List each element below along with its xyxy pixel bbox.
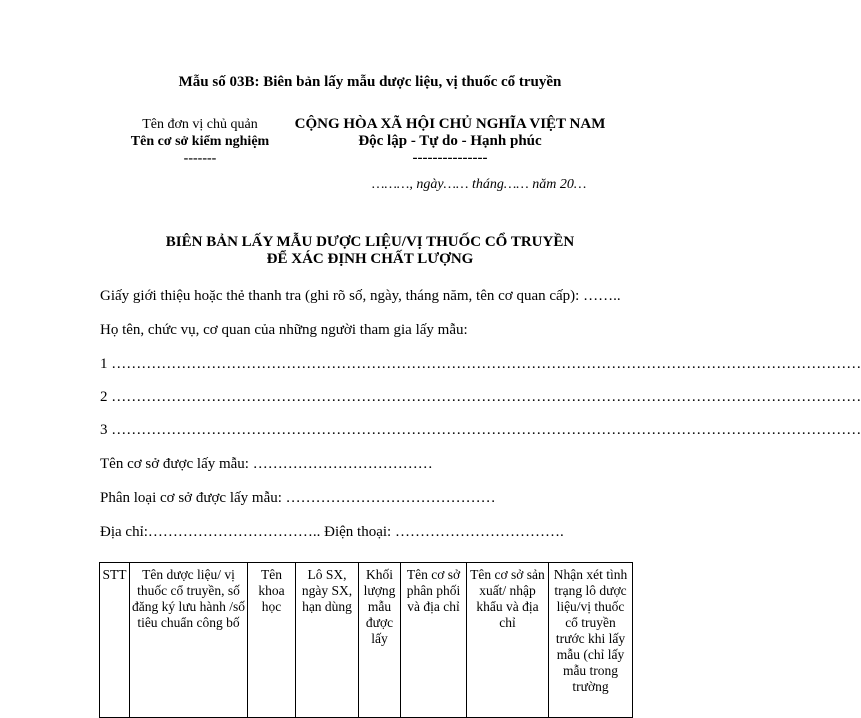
header-batch-info: Lô SX, ngày SX, hạn dùng <box>296 563 359 718</box>
national-header <box>280 116 620 167</box>
agency-header <box>100 116 300 167</box>
parent-agency-label: Tên đơn vị chủ quản <box>142 117 258 132</box>
header-condition-remarks: Nhận xét tình trạng lô dược liệu/vị thuốc cổ truyền trước khi lấy mẫu (chỉ lấy mẫu trong trường <box>549 563 633 718</box>
header-scientific-name: Tên khoa học <box>248 563 296 718</box>
header-material-name: Tên dược liệu/ vị thuốc cổ truyền, số đăng ký lưu hành /số tiêu chuẩn công bố <box>130 563 248 718</box>
participant-line-1: 1 …………………………………………………………………………………………………………………………………… <box>100 356 861 372</box>
participant-line-2: 2 …………………………………………………………………………………………………………………………………… <box>100 389 861 405</box>
motto-divider: --------------- <box>412 150 488 166</box>
agency-divider: ------- <box>183 151 217 166</box>
header-sample-quantity: Khối lượng mẫu được lấy <box>359 563 401 718</box>
document-title-line-1: BIÊN BẢN LẤY MẪU DƯỢC LIỆU/VỊ THUỐC CỔ TRUYỀN <box>165 234 575 250</box>
header-manufacturer: Tên cơ sở sản xuất/ nhập khẩu và địa chỉ <box>467 563 549 718</box>
document-title-line-2: ĐỂ XÁC ĐỊNH CHẤT LƯỢNG <box>266 251 474 267</box>
header-stt: STT <box>100 563 130 718</box>
facility-name-field: Tên cơ sở được lấy mẫu: ……………………………… <box>100 456 433 472</box>
sample-table <box>99 562 633 718</box>
introduction-letter-field: Giấy giới thiệu hoặc thẻ thanh tra (ghi rõ số, ngày, tháng năm, tên cơ quan cấp): …….. <box>100 288 621 304</box>
header-distributor: Tên cơ sở phân phối và địa chỉ <box>401 563 467 718</box>
country-name: CỘNG HÒA XÃ HỘI CHỦ NGHĨA VIỆT NAM <box>294 116 606 132</box>
form-code-title: Mẫu số 03B: Biên bản lấy mẫu dược liệu, vị thuốc cổ truyền <box>178 74 562 90</box>
facility-type-field: Phân loại cơ sở được lấy mẫu: …………………………………… <box>100 490 496 506</box>
participant-line-3: 3 …………………………………………………………………………………………………………………………………… <box>100 422 861 438</box>
date-line: ………, ngày…… tháng…… năm 20… <box>372 177 587 192</box>
document-title <box>0 234 740 268</box>
national-motto: Độc lập - Tự do - Hạnh phúc <box>358 133 542 149</box>
address-phone-field: Địa chỉ:…………………………….. Điện thoại: ……………………………. <box>100 524 564 540</box>
testing-facility-label: Tên cơ sở kiểm nghiệm <box>130 134 270 149</box>
table-header-row <box>100 563 633 718</box>
participants-label: Họ tên, chức vụ, cơ quan của những người tham gia lấy mẫu: <box>100 322 468 338</box>
